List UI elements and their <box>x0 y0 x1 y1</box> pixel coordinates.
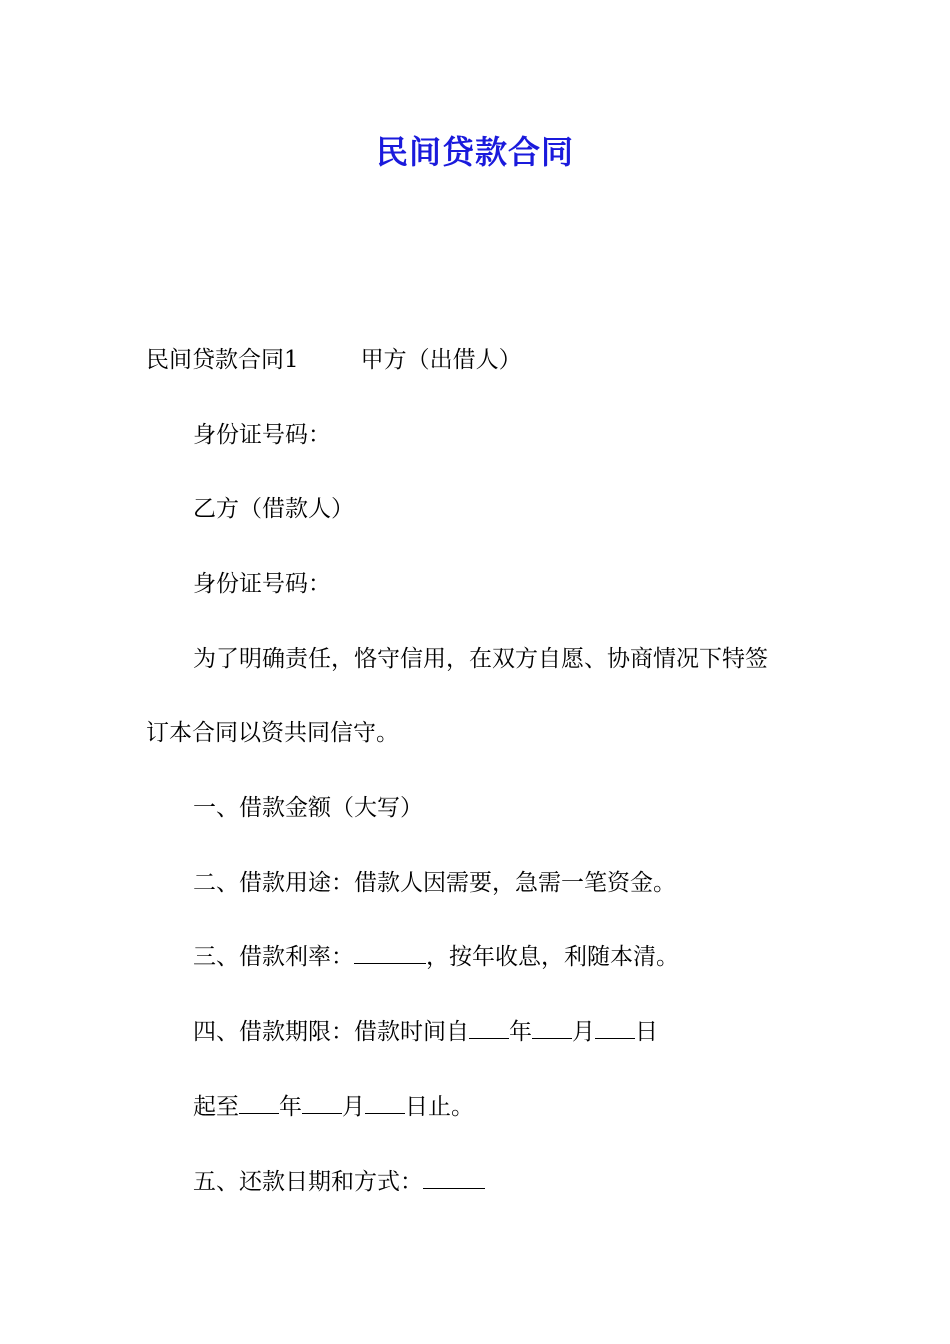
clause-interest-rate <box>193 941 679 973</box>
clause-repayment-label: 五、还款日期和方式： <box>193 1169 423 1195</box>
clause-loan-term-line-2 <box>193 1091 474 1123</box>
term-end-tail: 日止。 <box>405 1094 474 1120</box>
year-label: 年 <box>509 1019 532 1045</box>
start-year-blank <box>469 1016 509 1039</box>
year-label: 年 <box>279 1094 302 1120</box>
end-day-blank <box>365 1091 405 1114</box>
month-label: 月 <box>342 1094 365 1120</box>
clause-interest-tail: ，按年收息，利随本清。 <box>426 944 679 970</box>
clause-loan-amount: 一、借款金额（大写） <box>193 795 423 821</box>
clause-loan-term-line-1 <box>193 1016 658 1048</box>
day-label: 日 <box>635 1019 658 1045</box>
intro-paragraph-line-1: 为了明确责任，恪守信用，在双方自愿、协商情况下特签 <box>193 646 768 672</box>
clause-term-label: 四、借款期限：借款时间自 <box>193 1019 469 1045</box>
interest-rate-blank <box>354 941 426 964</box>
party-a-id-label: 身份证号码： <box>193 422 331 448</box>
start-month-blank <box>532 1016 572 1039</box>
clause-repayment <box>193 1166 485 1198</box>
clause-interest-label: 三、借款利率： <box>193 944 354 970</box>
repayment-blank <box>423 1166 485 1189</box>
contract-number: 民间贷款合同1 <box>146 347 299 373</box>
end-year-blank <box>239 1091 279 1114</box>
end-month-blank <box>302 1091 342 1114</box>
clause-loan-purpose: 二、借款用途：借款人因需要，急需一笔资金。 <box>193 870 676 896</box>
month-label: 月 <box>572 1019 595 1045</box>
party-a-label: 甲方（出借人） <box>360 347 522 373</box>
heading-line <box>146 344 522 376</box>
term-end-label: 起至 <box>193 1094 239 1120</box>
party-b-label: 乙方（借款人） <box>193 496 354 522</box>
start-day-blank <box>595 1016 635 1039</box>
party-b-id-label: 身份证号码： <box>193 571 331 597</box>
document-title: 民间贷款合同 <box>375 133 574 171</box>
intro-paragraph-line-2: 订本合同以资共同信守。 <box>146 720 399 746</box>
